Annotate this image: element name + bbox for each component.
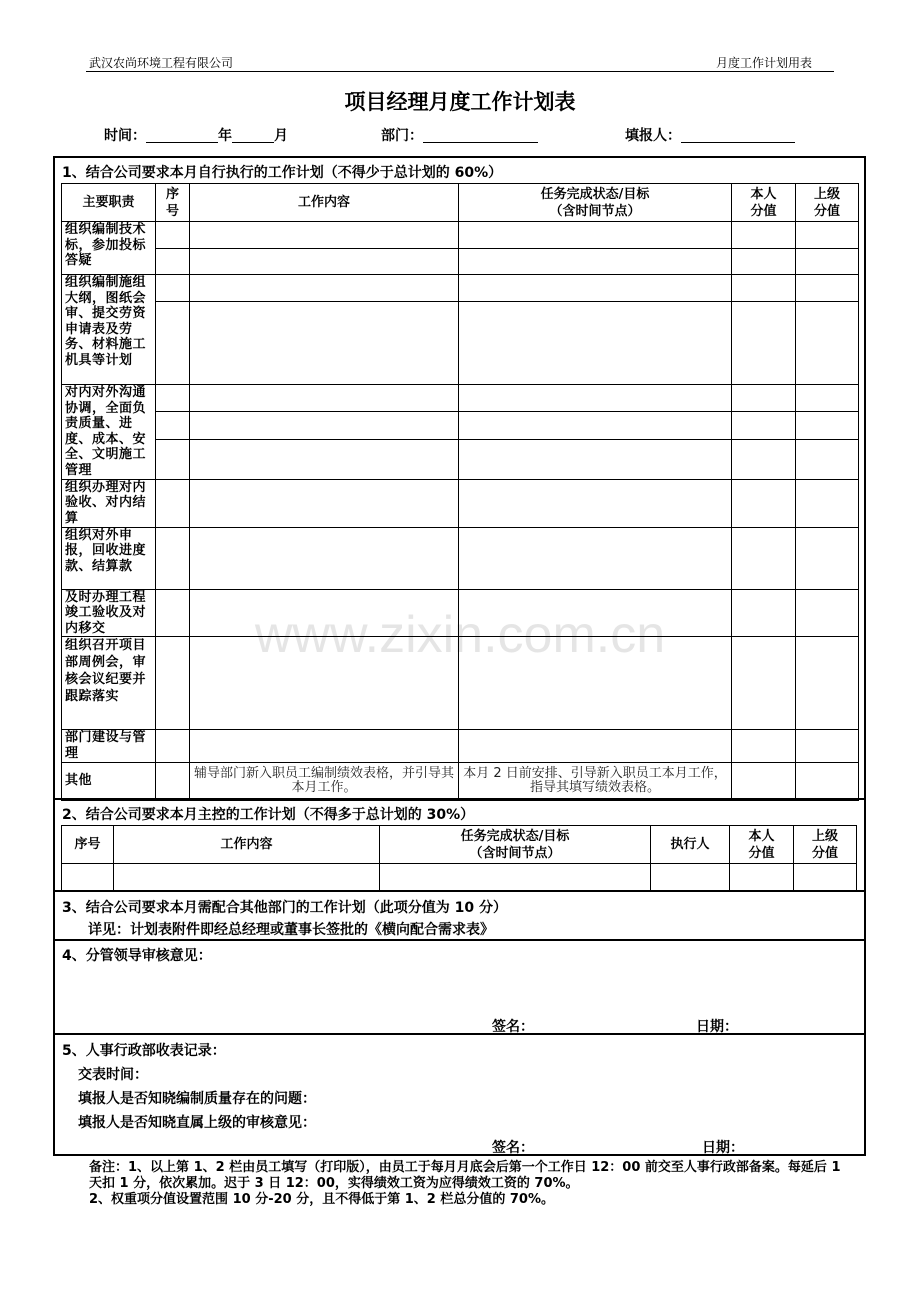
company-name: 武汉农尚环境工程有限公司 [89, 56, 234, 70]
status-cell[interactable] [459, 249, 732, 275]
month-label: 月 [274, 128, 288, 144]
section-divider [53, 939, 866, 941]
duty-cell: 组织编制施组大纲，图纸会审、提交劳资申请表及劳务、材料施工机具等计划 [62, 275, 156, 385]
superior-score-cell[interactable] [796, 222, 859, 249]
section3-title: 3、结合公司要求本月需配合其他部门的工作计划（此项分值为 10 分） [62, 900, 507, 916]
serial-cell[interactable] [156, 385, 190, 412]
serial-cell[interactable] [156, 249, 190, 275]
serial-cell[interactable] [156, 479, 190, 527]
self-score-cell[interactable] [732, 302, 796, 385]
col-header-serial: 序 号 [156, 184, 190, 222]
superior-opinion-label: 填报人是否知晓直属上级的审核意见： [78, 1115, 316, 1131]
content-cell[interactable] [190, 275, 459, 302]
superior-score-cell[interactable] [796, 730, 859, 762]
self-score-cell[interactable] [732, 730, 796, 762]
col-header-content: 工作内容 [190, 184, 459, 222]
content-cell[interactable] [190, 527, 459, 589]
serial-cell[interactable] [156, 275, 190, 302]
serial-cell[interactable] [156, 730, 190, 762]
section-divider [53, 1033, 866, 1035]
self-score-cell[interactable] [732, 222, 796, 249]
year-blank[interactable] [146, 128, 218, 143]
duty-cell: 及时办理工程竣工验收及对内移交 [62, 589, 156, 637]
content-cell[interactable] [190, 412, 459, 439]
superior-score-cell[interactable] [796, 302, 859, 385]
section5-sign-label: 签名： [492, 1140, 534, 1156]
duty-cell: 部门建设与管理 [62, 730, 156, 762]
superior-score-cell[interactable] [796, 439, 859, 479]
status-cell[interactable] [459, 412, 732, 439]
section4-date-label: 日期： [696, 1019, 738, 1035]
content-cell[interactable] [190, 385, 459, 412]
status-cell[interactable] [380, 864, 651, 891]
page-title: 项目经理月度工作计划表 [344, 90, 576, 114]
footnote [89, 1160, 849, 1208]
duty-cell: 组织编制技术标，参加投标答疑 [62, 222, 156, 275]
duty-cell: 对内对外沟通协调，全面负责质量、进度、成本、安全、文明施工管理 [62, 385, 156, 480]
duty-cell: 组织对外申报，回收进度款、结算款 [62, 527, 156, 589]
status-cell[interactable] [459, 222, 732, 249]
self-score-cell[interactable] [732, 479, 796, 527]
footnote-line2: 2、权重项分值设置范围 10 分-20 分，且不得低于第 1、2 栏总分值的 70%。 [89, 1192, 554, 1207]
self-score-cell[interactable] [732, 412, 796, 439]
section1-table [61, 183, 859, 801]
superior-score-cell[interactable] [796, 412, 859, 439]
serial-cell[interactable] [156, 527, 190, 589]
section1-title: 1、结合公司要求本月自行执行的工作计划（不得少于总计划的 60%） [62, 165, 503, 181]
content-cell[interactable] [190, 302, 459, 385]
content-cell[interactable] [190, 730, 459, 762]
col-header-self-score: 本人 分值 [732, 184, 796, 222]
department-blank[interactable] [423, 128, 538, 143]
superior-score-cell[interactable] [796, 479, 859, 527]
serial-cell[interactable] [156, 439, 190, 479]
serial-cell[interactable] [156, 302, 190, 385]
self-score-cell[interactable] [730, 864, 794, 891]
self-score-cell[interactable] [732, 762, 796, 800]
superior-score-cell[interactable] [794, 864, 857, 891]
department-label: 部门： [381, 128, 423, 144]
superior-score-cell[interactable] [796, 527, 859, 589]
section4-sign-label: 签名： [492, 1019, 534, 1035]
status-cell[interactable] [459, 439, 732, 479]
watermark: www.zixin.com.cn [254, 606, 666, 664]
time-label: 时间： [104, 128, 146, 144]
content-cell[interactable] [190, 249, 459, 275]
col-header-status: 任务完成状态/目标 （含时间节点） [459, 184, 732, 222]
section5-title: 5、人事行政部收表记录： [62, 1043, 226, 1059]
self-score-cell[interactable] [732, 439, 796, 479]
self-score-cell[interactable] [732, 275, 796, 302]
month-blank[interactable] [232, 128, 274, 143]
status-cell[interactable] [459, 730, 732, 762]
superior-score-cell[interactable] [796, 249, 859, 275]
status-cell[interactable] [459, 275, 732, 302]
quality-issue-label: 填报人是否知晓编制质量存在的问题： [78, 1091, 316, 1107]
serial-cell[interactable] [156, 412, 190, 439]
time-field[interactable] [104, 125, 288, 145]
status-cell[interactable] [459, 385, 732, 412]
department-field[interactable] [381, 125, 538, 145]
status-cell[interactable] [459, 302, 732, 385]
header-divider [86, 71, 834, 72]
serial-cell[interactable] [156, 222, 190, 249]
col-header-serial: 序号 [62, 826, 114, 864]
content-cell[interactable] [190, 439, 459, 479]
form-usage-label: 月度工作计划用表 [715, 56, 812, 70]
self-score-cell[interactable] [732, 385, 796, 412]
col-header-superior-score: 上级 分值 [794, 826, 857, 864]
content-cell[interactable] [190, 222, 459, 249]
reporter-label: 填报人： [625, 128, 681, 144]
submit-time-label: 交表时间： [78, 1067, 148, 1083]
footnote-line1: 备注：1、以上第 1、2 栏由员工填写（打印版），由员工于每月月底会后第一个工作日 12：00 前交至人事行政部备案。每延后 1 天扣 1 分，依次累加。迟于 3 日 12：00，实得绩效工资为应得绩效工资的 70%。 [89, 1160, 841, 1191]
reporter-blank[interactable] [681, 128, 795, 143]
reporter-field[interactable] [625, 125, 795, 145]
col-header-superior-score: 上级 分值 [796, 184, 859, 222]
duty-cell: 组织办理对内验收、对内结算 [62, 479, 156, 527]
self-score-cell[interactable] [732, 249, 796, 275]
superior-score-cell[interactable] [796, 275, 859, 302]
col-header-status: 任务完成状态/目标 （含时间节点） [380, 826, 651, 864]
section4-title: 4、分管领导审核意见： [62, 948, 212, 964]
duty-cell: 组织召开项目部周例会，审核会议纪要并跟踪落实 [62, 637, 156, 730]
executor-cell[interactable] [651, 864, 730, 891]
col-header-self-score: 本人 分值 [730, 826, 794, 864]
superior-score-cell[interactable] [796, 762, 859, 800]
section3-detail: 详见：计划表附件即经总经理或董事长签批的《横向配合需求表》 [88, 922, 494, 938]
section2-table [61, 825, 857, 891]
duty-cell: 其他 [62, 762, 156, 800]
content-cell[interactable] [190, 479, 459, 527]
status-cell[interactable]: 本月 2 日前安排、引导新入职员工本月工作，指导其填写绩效表格。 [459, 762, 732, 800]
status-cell[interactable] [459, 527, 732, 589]
content-cell[interactable]: 辅导部门新入职员工编制绩效表格，并引导其本月工作。 [190, 762, 459, 800]
status-cell[interactable] [459, 479, 732, 527]
superior-score-cell[interactable] [796, 385, 859, 412]
serial-cell[interactable] [156, 762, 190, 800]
col-header-executor: 执行人 [651, 826, 730, 864]
content-cell[interactable] [114, 864, 380, 891]
self-score-cell[interactable] [732, 527, 796, 589]
col-header-duty: 主要职责 [62, 184, 156, 222]
section2-title: 2、结合公司要求本月主控的工作计划（不得多于总计划的 30%） [62, 807, 475, 823]
section5-date-label: 日期： [702, 1140, 744, 1156]
year-label: 年 [218, 128, 232, 144]
col-header-content: 工作内容 [114, 826, 380, 864]
serial-cell[interactable] [62, 864, 114, 891]
